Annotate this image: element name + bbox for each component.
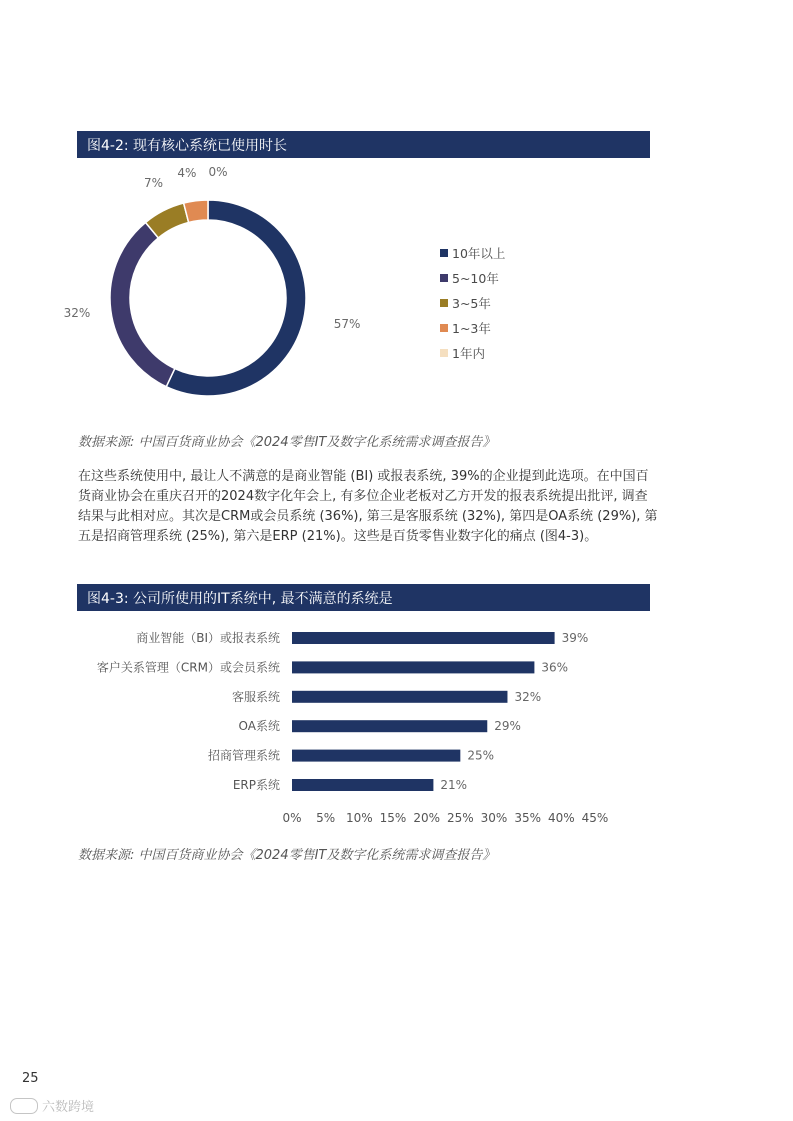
bar-2 [292,691,507,703]
legend-swatch [440,249,448,257]
watermark-text: 六数跨境 [42,1100,95,1115]
donut-label-2: 7% [143,176,164,191]
x-tick-label: 30% [480,811,508,825]
source-note-2: 数据来源: 中国百货商业协会《2024零售IT及数字化系统需求调查报告》 [78,848,496,863]
source-note-1: 数据来源: 中国百货商业协会《2024零售IT及数字化系统需求调查报告》 [78,435,496,450]
x-tick-label: 20% [413,811,441,825]
bar-category-label: 招商管理系统 [207,748,280,763]
legend-label: 1年内 [452,345,485,361]
bar-value-label: 32% [514,689,542,704]
chart2-title: 图4-3: 公司所使用的IT系统中, 最不满意的系统是 [87,590,393,607]
bar-value-label: 39% [561,631,589,645]
legend-item [440,315,505,340]
x-tick-label: 0% [282,811,302,825]
x-tick-label: 25% [446,811,474,825]
bar-1 [292,661,534,673]
donut-label-0: 57% [333,317,361,332]
bar-category-label: 客服系统 [231,689,280,704]
watermark-logo-icon [10,1098,38,1114]
x-tick-label: 35% [514,811,542,825]
bar-value-label: 29% [494,719,521,734]
legend-swatch [440,324,448,332]
donut-label-4: 0% [208,165,228,179]
bar-category-label: 客户关系管理（CRM）或会员系统 [96,660,280,675]
bar-value-label: 21% [440,778,468,792]
legend-label: 1~3年 [452,320,491,336]
bar-chart [0,620,700,835]
bar-0 [292,632,555,644]
legend-label: 10年以上 [452,245,506,261]
bar-3 [292,720,487,732]
legend-swatch [440,349,448,357]
legend-label: 3~5年 [452,295,491,311]
watermark [10,1096,94,1115]
chart1-title: 图4-2: 现有核心系统已使用时长 [87,137,288,154]
donut-legend [440,240,505,365]
legend-item [440,340,505,365]
donut-label-1: 32% [63,306,91,321]
chart1-title-bar [77,131,650,158]
bar-value-label: 36% [541,660,569,675]
chart2-title-bar [77,584,650,611]
body-paragraph: 在这些系统使用中, 最让人不满意的是商业智能 (BI) 或报表系统, 39%的企业提到此选项。在中国百货商业协会在重庆召开的2024数字化年会上, 有多位企业老板对乙方开发的报表系统提出批评, 调查结果与此相对应。其次是CRM或会员系统 (36%), 第三是客服系统 (32%), 第四是OA系统 (29%), 第五是招商管理系统 (25%), 第六是ERP (21%)。这些是百货零售业数字化的痛点 (图4-3)。 [78,469,658,544]
bar-category-label: ERP系统 [232,778,280,792]
bar-5 [292,779,433,791]
legend-swatch [440,274,448,282]
x-tick-label: 15% [379,811,407,825]
donut-slice-0 [166,200,306,396]
x-tick-label: 10% [345,811,373,825]
legend-item [440,265,505,290]
legend-item [440,290,505,315]
x-tick-label: 45% [581,811,609,825]
donut-chart [60,165,380,415]
bar-4 [292,750,460,762]
legend-item [440,240,505,265]
bar-value-label: 25% [467,748,495,763]
bar-category-label: OA系统 [238,719,280,734]
x-tick-label: 5% [316,811,336,825]
bar-category-label: 商业智能（BI）或报表系统 [136,631,280,645]
donut-slice-1 [110,222,175,386]
legend-label: 5~10年 [452,270,499,286]
page-number: 25 [22,1071,39,1086]
x-tick-label: 40% [547,811,575,825]
donut-label-3: 4% [177,165,197,180]
legend-swatch [440,299,448,307]
donut-slice-3 [184,200,208,222]
